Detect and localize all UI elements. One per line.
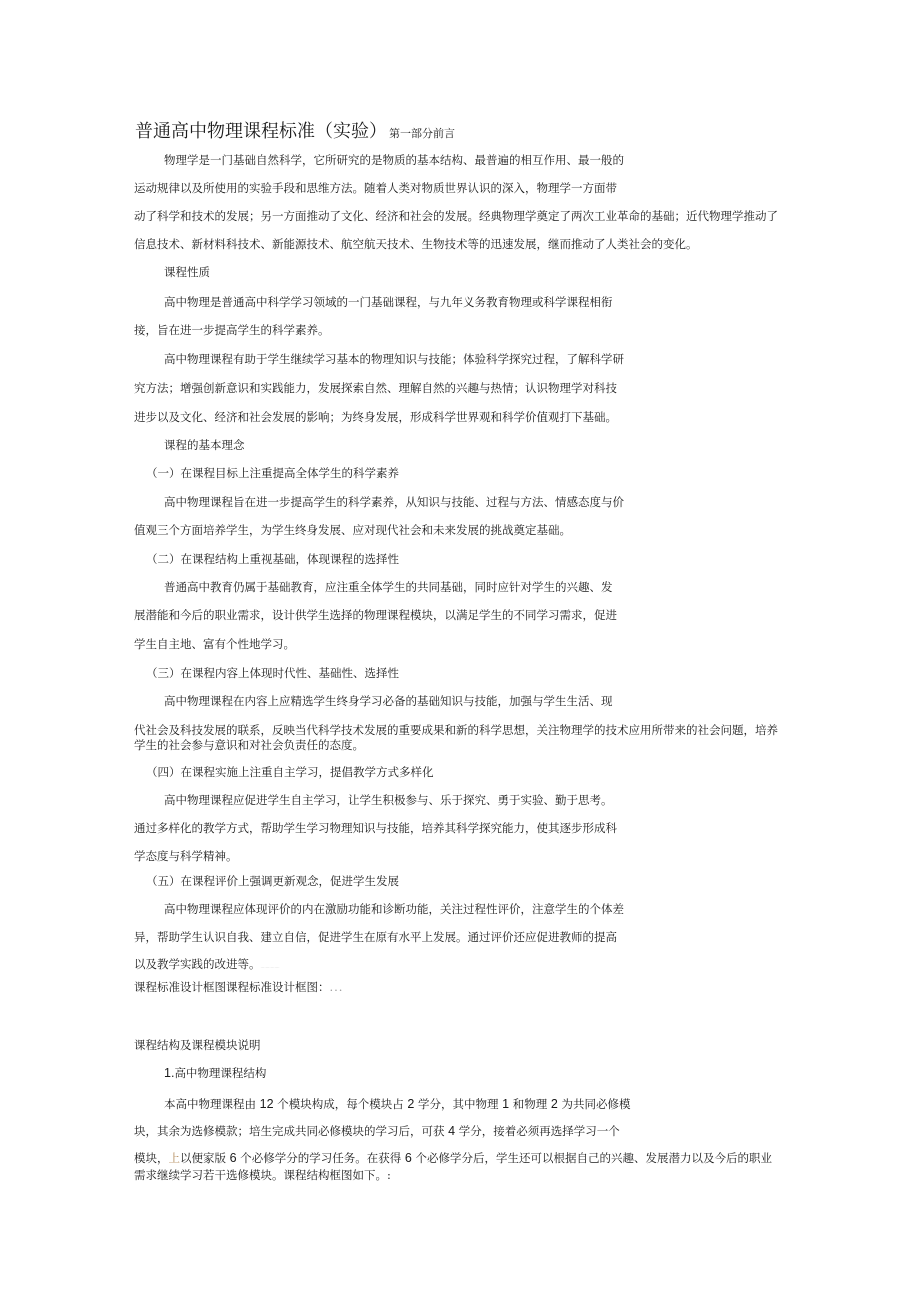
concept-line: 学生自主地、富有个性地学习。: [134, 637, 295, 651]
structure-subheading: [164, 1066, 266, 1080]
design-figure-line: [134, 980, 343, 994]
text-run: 学分，其中物理: [417, 1097, 499, 1111]
text-run: 块，其余为选修模款；培生完成共同必修模块的学习后，可获: [134, 1124, 445, 1138]
concept-heading-4: （四）在课程实施上注重自主学习，提倡教学方式多样化: [146, 765, 434, 779]
intro-line: 信息技术、新材料科技术、新能源技术、航空航天技术、生物技术等的迅速发展，继而推动了人类社会的变化。: [134, 237, 698, 251]
subheading-text: 高中物理课程结构: [174, 1066, 267, 1080]
text-run: 个模块构成，每个模块占: [277, 1097, 404, 1111]
highlight-run: 上: [168, 1151, 180, 1165]
subheading-number: 1.: [164, 1066, 175, 1080]
section-heading-structure: 课程结构及课程模块说明: [134, 1038, 261, 1052]
text-run: 个必修学分的学习任务。在获得: [240, 1151, 402, 1165]
concept-heading-2: （二）在课程结构上重视基础，体现课程的选择性: [146, 552, 399, 566]
structure-line: [134, 1151, 772, 1165]
nature-line: 高中物理是普通高中科学学习领域的一门基础课程，与九年义务教育物理或科学课程相衔: [164, 295, 613, 309]
nature-line: 接，旨在进一步提高学生的科学素养。: [134, 323, 330, 337]
nature-line: 进步以及文化、经济和社会发展的影响；为终身发展，形成科学世界观和科学价值观打下基础。: [134, 410, 617, 424]
concept-line: 高中物理课程在内容上应精选学生终身学习必备的基础知识与技能，加强与学生生活、现: [164, 694, 613, 708]
text-run: 本高中物理课程由: [164, 1097, 256, 1111]
text-run: 模块，: [134, 1151, 169, 1165]
concept-line: 高中物理课程应促进学生自主学习，让学生积极参与、乐于探究、勇于实验、勤于思考。: [164, 793, 613, 807]
number-run: 2: [407, 1097, 415, 1111]
concept-heading-1: （一）在课程目标上注重提高全体学生的科学素养: [146, 466, 399, 480]
intro-line: 动了科学和技术的发展；另一方面推动了文化、经济和社会的发展。经典物理学奠定了两次工业革命的基础；近代物理学推动了: [134, 209, 778, 223]
faint-marks: ...............: [260, 964, 280, 969]
text-run: 和物理: [512, 1097, 548, 1111]
page-subtitle: 第一部分前言: [389, 127, 455, 140]
structure-line: [164, 1097, 631, 1111]
intro-line: 运动规律以及所使用的实验手段和思维方法。随着人类对物质世界认识的深入，物理学一方面带: [134, 181, 617, 195]
number-run: 2: [550, 1097, 558, 1111]
concept-line: 高中物理课程旨在进一步提高学生的科学素养，从知识与技能、过程与方法、情感态度与价: [164, 495, 624, 509]
nature-line: 高中物理课程有助于学生继续学习基本的物理知识与技能；体验科学探究过程，了解科学研: [164, 352, 624, 366]
ellipsis-marks: ...: [329, 980, 344, 994]
concept-line-last: [134, 957, 280, 974]
page-title: 普通高中物理课程标准（实验）: [135, 121, 387, 142]
intro-line: 物理学是一门基础自然科学，它所研究的是物质的基本结构、最普遍的相互作用、最一般的: [164, 153, 624, 167]
concept-heading-3: （三）在课程内容上体现时代性、基础性、选择性: [146, 666, 399, 680]
concept-line-text: 以及教学实践的改进等。: [134, 957, 261, 971]
text-run: 学分，接着必须再选择学习一个: [458, 1124, 620, 1138]
concept-line: 普通高中教育仍属于基础教育，应注重全体学生的共同基础，同时应针对学生的兴趣、发: [164, 580, 613, 594]
number-run: 1: [502, 1097, 510, 1111]
text-run: 为共同必修模: [561, 1097, 631, 1111]
design-figure-label: 课程标准设计框图课程标准设计框图：: [134, 980, 330, 994]
concept-line: 学态度与科学精神。: [134, 849, 238, 863]
nature-line: 究方法；增强创新意识和实践能力，发展探索自然、理解自然的兴趣与热情；认识物理学对科技: [134, 381, 617, 395]
structure-line: 需求继续学习若干选修模块。课程结构框图如下。:: [134, 1168, 391, 1182]
number-run: 4: [448, 1124, 456, 1138]
concept-line: 通过多样化的教学方式，帮助学生学习物理知识与技能，培养其科学探究能力，使其逐步形成科: [134, 821, 617, 835]
number-run: 6: [404, 1151, 412, 1165]
number-run: 6: [229, 1151, 237, 1165]
text-run: 个必修学分后，学生还可以根据自己的兴趣、发展潜力以及今后的职业: [415, 1151, 773, 1165]
concept-line: 代社会及科技发展的联系，反映当代科学技术发展的重要成果和新的科学思想，关注物理学的技术应用所带来的社会问题，培养: [134, 723, 778, 737]
structure-line: [134, 1124, 620, 1138]
concept-line: 展潜能和今后的职业需求，设计供学生选择的物理课程模块，以满足学生的不同学习需求，促进: [134, 608, 617, 622]
section-heading-concepts: 课程的基本理念: [164, 438, 245, 452]
text-run: 以便家版: [180, 1151, 226, 1165]
section-heading-nature: 课程性质: [164, 265, 210, 279]
number-run: 12: [259, 1097, 274, 1111]
document-title-line: [135, 121, 455, 143]
concept-line: 值观三个方面培养学生，为学生终身发展、应对现代社会和未来发展的挑战奠定基础。: [134, 523, 571, 537]
concept-line: 异，帮助学生认识自我、建立自信，促进学生在原有水平上发展。通过评价还应促进教师的提高: [134, 930, 617, 944]
concept-line: 学生的社会参与意识和对社会负责任的态度。: [134, 738, 364, 752]
concept-heading-5: （五）在课程评价上强调更新观念，促进学生发展: [146, 874, 399, 888]
concept-line: 高中物理课程应体现评价的内在激励功能和诊断功能，关注过程性评价，注意学生的个体差: [164, 902, 624, 916]
